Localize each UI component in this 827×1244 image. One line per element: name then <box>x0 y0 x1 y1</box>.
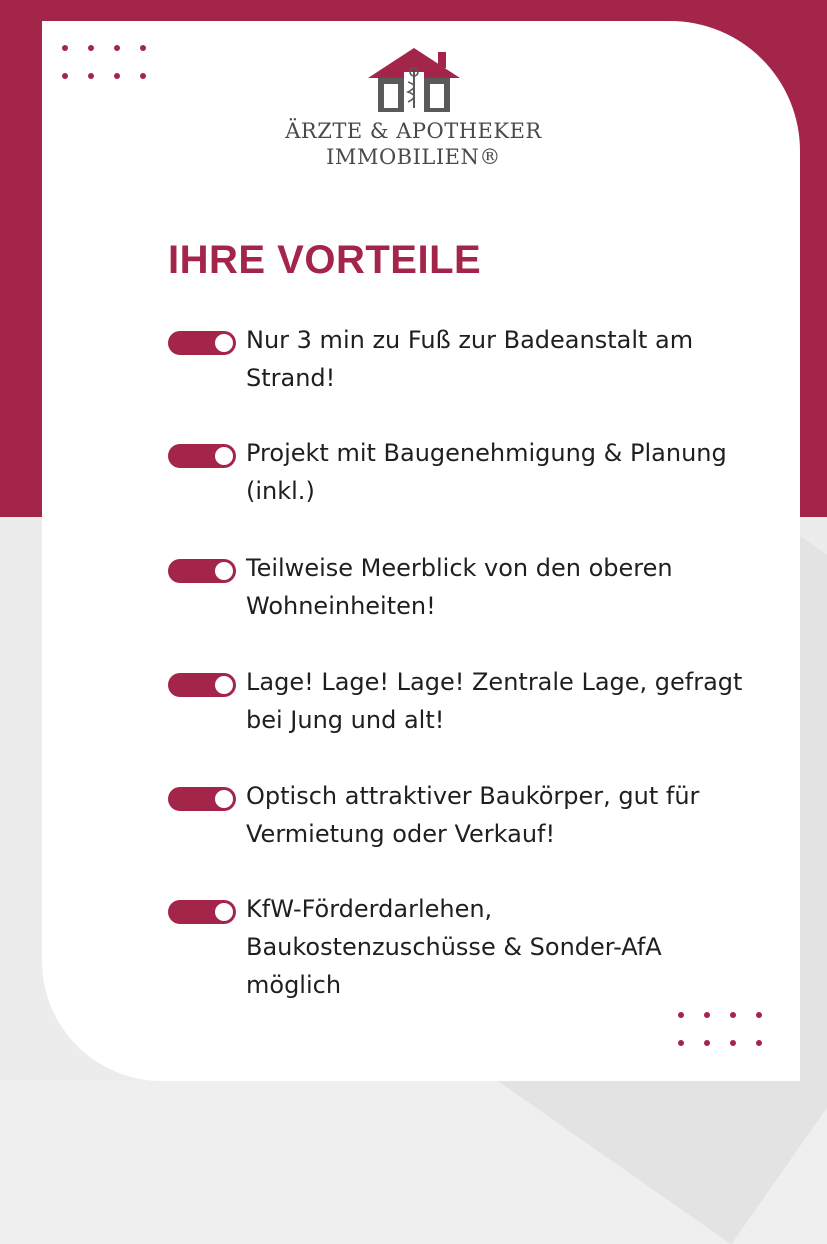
toggle-on-icon <box>168 900 236 924</box>
brand-name-line2: IMMOBILIEN® <box>326 145 501 169</box>
list-item <box>168 554 746 625</box>
toggle-on-icon <box>168 444 236 468</box>
benefit-text: Projekt mit Baugenehmigung & Planung (inkl.) <box>246 439 727 505</box>
benefit-text: KfW-Förderdarlehen, Baukostenzuschüsse & Sonder-AfA möglich <box>246 895 662 999</box>
page-title: IHRE VORTEILE <box>168 238 482 282</box>
toggle-on-icon <box>168 673 236 697</box>
list-item <box>168 895 746 1004</box>
toggle-on-icon <box>168 331 236 355</box>
toggle-on-icon <box>168 559 236 583</box>
decorative-dots-bottom <box>678 1012 762 1046</box>
benefit-text: Teilweise Meerblick von den oberen Wohneinheiten! <box>246 554 673 620</box>
benefits-list <box>168 0 768 1080</box>
list-item <box>168 668 746 739</box>
benefit-text: Optisch attraktiver Baukörper, gut für Vermietung oder Verkauf! <box>246 782 700 848</box>
list-item <box>168 439 746 510</box>
list-item <box>168 782 746 853</box>
toggle-on-icon <box>168 787 236 811</box>
brand-name-line1: ÄRZTE & APOTHEKER <box>285 119 542 143</box>
benefit-text: Lage! Lage! Lage! Zentrale Lage, gefragt bei Jung und alt! <box>246 668 743 734</box>
list-item <box>168 326 746 397</box>
benefit-text: Nur 3 min zu Fuß zur Badeanstalt am Strand! <box>246 326 694 392</box>
